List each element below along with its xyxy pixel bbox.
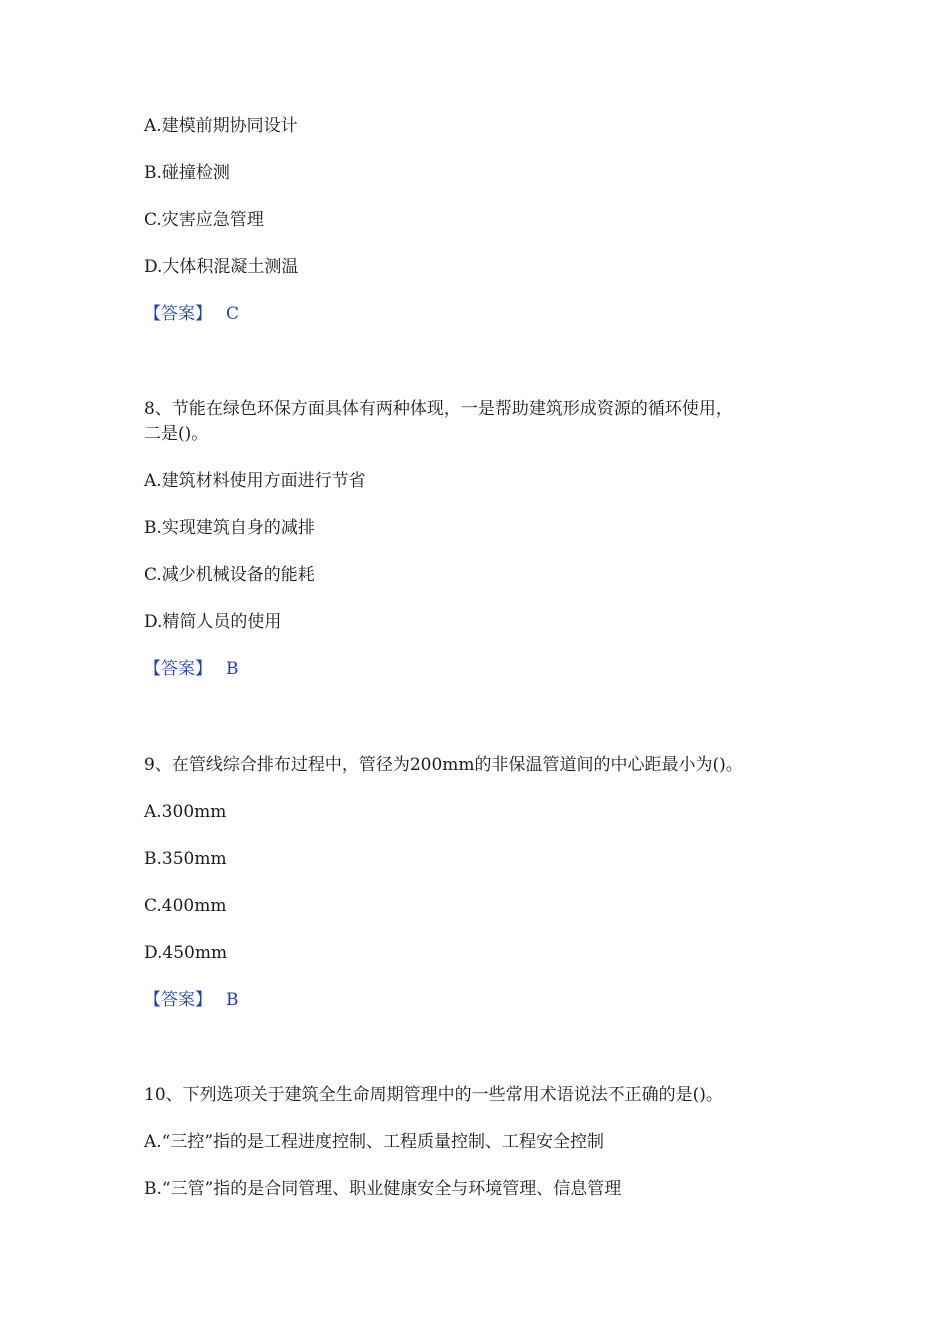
- q7-answer-value: C: [226, 304, 240, 324]
- q9-stem: 9、在管线综合排布过程中，管径为200mm的非保温管道间的中心距最小为()。: [144, 755, 743, 775]
- q8-option-d: D.精简人员的使用: [144, 612, 282, 632]
- q8-option-c: C.减少机械设备的能耗: [144, 565, 315, 585]
- q10-stem: 10、下列选项关于建筑全生命周期管理中的一些常用术语说法不正确的是()。: [144, 1085, 723, 1105]
- q9-answer: [144, 988, 239, 1012]
- q8-answer-value: B: [226, 659, 239, 679]
- q8-answer: [144, 657, 239, 681]
- q8-answer-label: 【答案】: [144, 659, 212, 679]
- q9-option-c: C.400mm: [144, 896, 227, 916]
- q7-option-d: D.大体积混凝土测温: [144, 257, 299, 277]
- q10-option-a: A.“三控”指的是工程进度控制、工程质量控制、工程安全控制: [144, 1132, 605, 1152]
- q9-option-a: A.300mm: [144, 802, 227, 822]
- q7-option-b: B.碰撞检测: [144, 163, 230, 183]
- q7-answer-label: 【答案】: [144, 304, 212, 324]
- q7-option-c: C.灾害应急管理: [144, 210, 264, 230]
- q8-stem-line2: 二是()。: [144, 424, 209, 444]
- q9-answer-label: 【答案】: [144, 990, 212, 1010]
- q9-option-b: B.350mm: [144, 849, 227, 869]
- q7-option-a: A.建模前期协同设计: [144, 116, 298, 136]
- q8-stem-line1: 8、节能在绿色环保方面具体有两种体现，一是帮助建筑形成资源的循环使用，: [144, 399, 733, 419]
- q9-answer-value: B: [226, 990, 239, 1010]
- q8-option-b: B.实现建筑自身的减排: [144, 518, 315, 538]
- q10-option-b: B.“三管”指的是合同管理、职业健康安全与环境管理、信息管理: [144, 1179, 622, 1199]
- q9-option-d: D.450mm: [144, 943, 228, 963]
- q7-answer: [144, 302, 239, 326]
- q8-option-a: A.建筑材料使用方面进行节省: [144, 471, 366, 491]
